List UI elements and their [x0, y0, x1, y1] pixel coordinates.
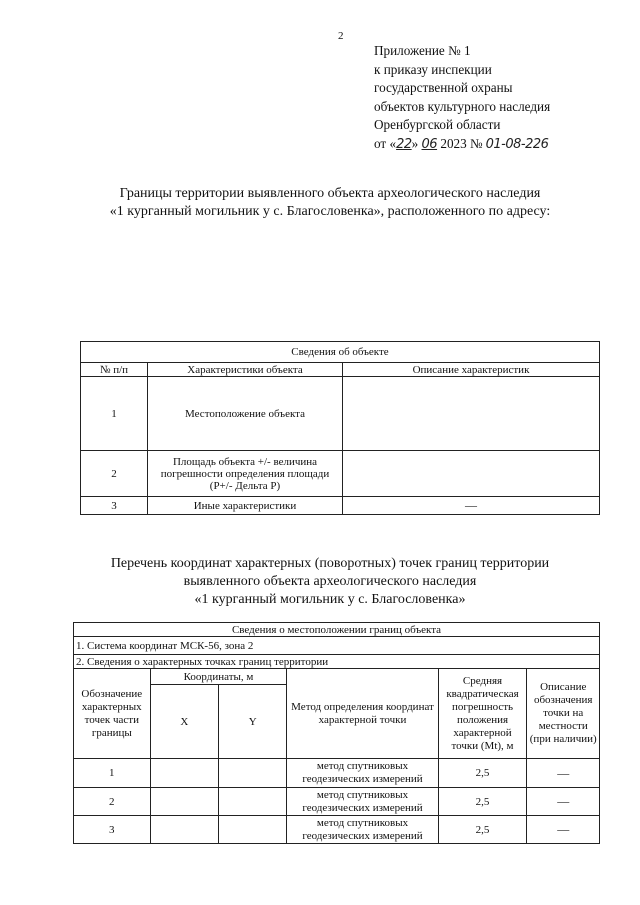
handwritten-day: 22: [396, 136, 412, 152]
table-row: [81, 451, 600, 497]
error-cell: 2,5: [438, 788, 527, 816]
descr-cell: —: [527, 788, 600, 816]
object-info-table: [80, 341, 600, 515]
appendix-line-4: объектов культурного наследия: [374, 98, 551, 114]
appendix-line-1: Приложение № 1: [374, 43, 471, 58]
page-number: 2: [338, 30, 344, 42]
table-row: [74, 759, 600, 788]
y-cell: [219, 816, 287, 844]
x-cell: [150, 759, 218, 788]
col-designation-header: Обозначение характерных точек части границы: [74, 669, 151, 759]
row-char: Площадь объекта +/- величина погрешности определения площади (P+/- Дельта P): [148, 451, 343, 497]
method-cell: метод спутниковых геодезических измерений: [287, 759, 438, 788]
handwritten-month: 06: [421, 136, 438, 152]
number-prefix: №: [470, 135, 483, 151]
appendix-line-3: государственной охраны: [374, 80, 513, 95]
title2-line-1: Перечень координат характерных (поворотных) точек границ территории: [110, 556, 550, 571]
date-prefix: от «: [374, 135, 397, 151]
appendix-line-5: Оренбургской области: [374, 117, 501, 132]
table-row: [74, 816, 600, 844]
row-num: 2: [81, 451, 148, 497]
appendix-date-line: [374, 135, 550, 155]
row-desc: —: [343, 497, 600, 515]
row-num: 3: [81, 497, 148, 515]
error-cell: 2,5: [438, 816, 527, 844]
title1-line-2: «1 курганный могильник у с. Благословенка», расположенного по адресу:: [109, 204, 551, 219]
col-coords-header: Координаты, м: [150, 669, 287, 685]
coord-system-row: 1. Система координат МСК-56, зона 2: [74, 637, 600, 655]
date-mid: »: [411, 135, 422, 151]
col-error-header: Средняя квадратическая погрешность положения характерной точки (Mt), м: [438, 669, 527, 759]
y-cell: [219, 788, 287, 816]
point-cell: 2: [74, 788, 151, 816]
y-cell: [219, 759, 287, 788]
row-num: 1: [81, 377, 148, 451]
col-desc-header: Описание характеристик: [343, 363, 600, 377]
descr-cell: —: [527, 759, 600, 788]
x-cell: [150, 816, 218, 844]
appendix-block: [374, 42, 550, 154]
table-row: [74, 788, 600, 816]
col-x-header: X: [150, 685, 218, 759]
col-y-header: Y: [219, 685, 287, 759]
date-year: 2023: [437, 135, 471, 151]
error-cell: 2,5: [438, 759, 527, 788]
point-cell: 3: [74, 816, 151, 844]
col-descr-header: Описание обозначения точки на местности (при наличии): [527, 669, 600, 759]
col-char-header: Характеристики объекта: [148, 363, 343, 377]
table-row: [81, 377, 600, 451]
point-cell: 1: [74, 759, 151, 788]
descr-cell: —: [527, 816, 600, 844]
row-desc: [343, 377, 600, 451]
x-cell: [150, 788, 218, 816]
table-row: [81, 497, 600, 515]
col-method-header: Метод определения координат характерной точки: [287, 669, 438, 759]
handwritten-order-number: 01-08-226: [485, 136, 549, 152]
title-territory-borders: [60, 185, 600, 221]
points-header-row: 2. Сведения о характерных точках границ территории: [74, 655, 600, 669]
object-table-header: Сведения об объекте: [81, 342, 600, 363]
method-cell: метод спутниковых геодезических измерений: [287, 788, 438, 816]
method-cell: метод спутниковых геодезических измерений: [287, 816, 438, 844]
coords-table-header: Сведения о местоположении границ объекта: [74, 623, 600, 637]
title-coordinates-list: [60, 555, 600, 609]
coordinates-table: [73, 622, 600, 844]
title1-line-1: Границы территории выявленного объекта археологического наследия: [119, 186, 541, 201]
appendix-line-2: к приказу инспекции: [374, 61, 492, 77]
row-desc: [343, 451, 600, 497]
row-char: Иные характеристики: [148, 497, 343, 515]
title2-line-2: выявленного объекта археологического наследия: [183, 574, 477, 589]
title2-line-3: «1 курганный могильник у с. Благословенка»: [194, 592, 466, 607]
row-char: Местоположение объекта: [148, 377, 343, 451]
col-num-header: № п/п: [81, 363, 148, 377]
